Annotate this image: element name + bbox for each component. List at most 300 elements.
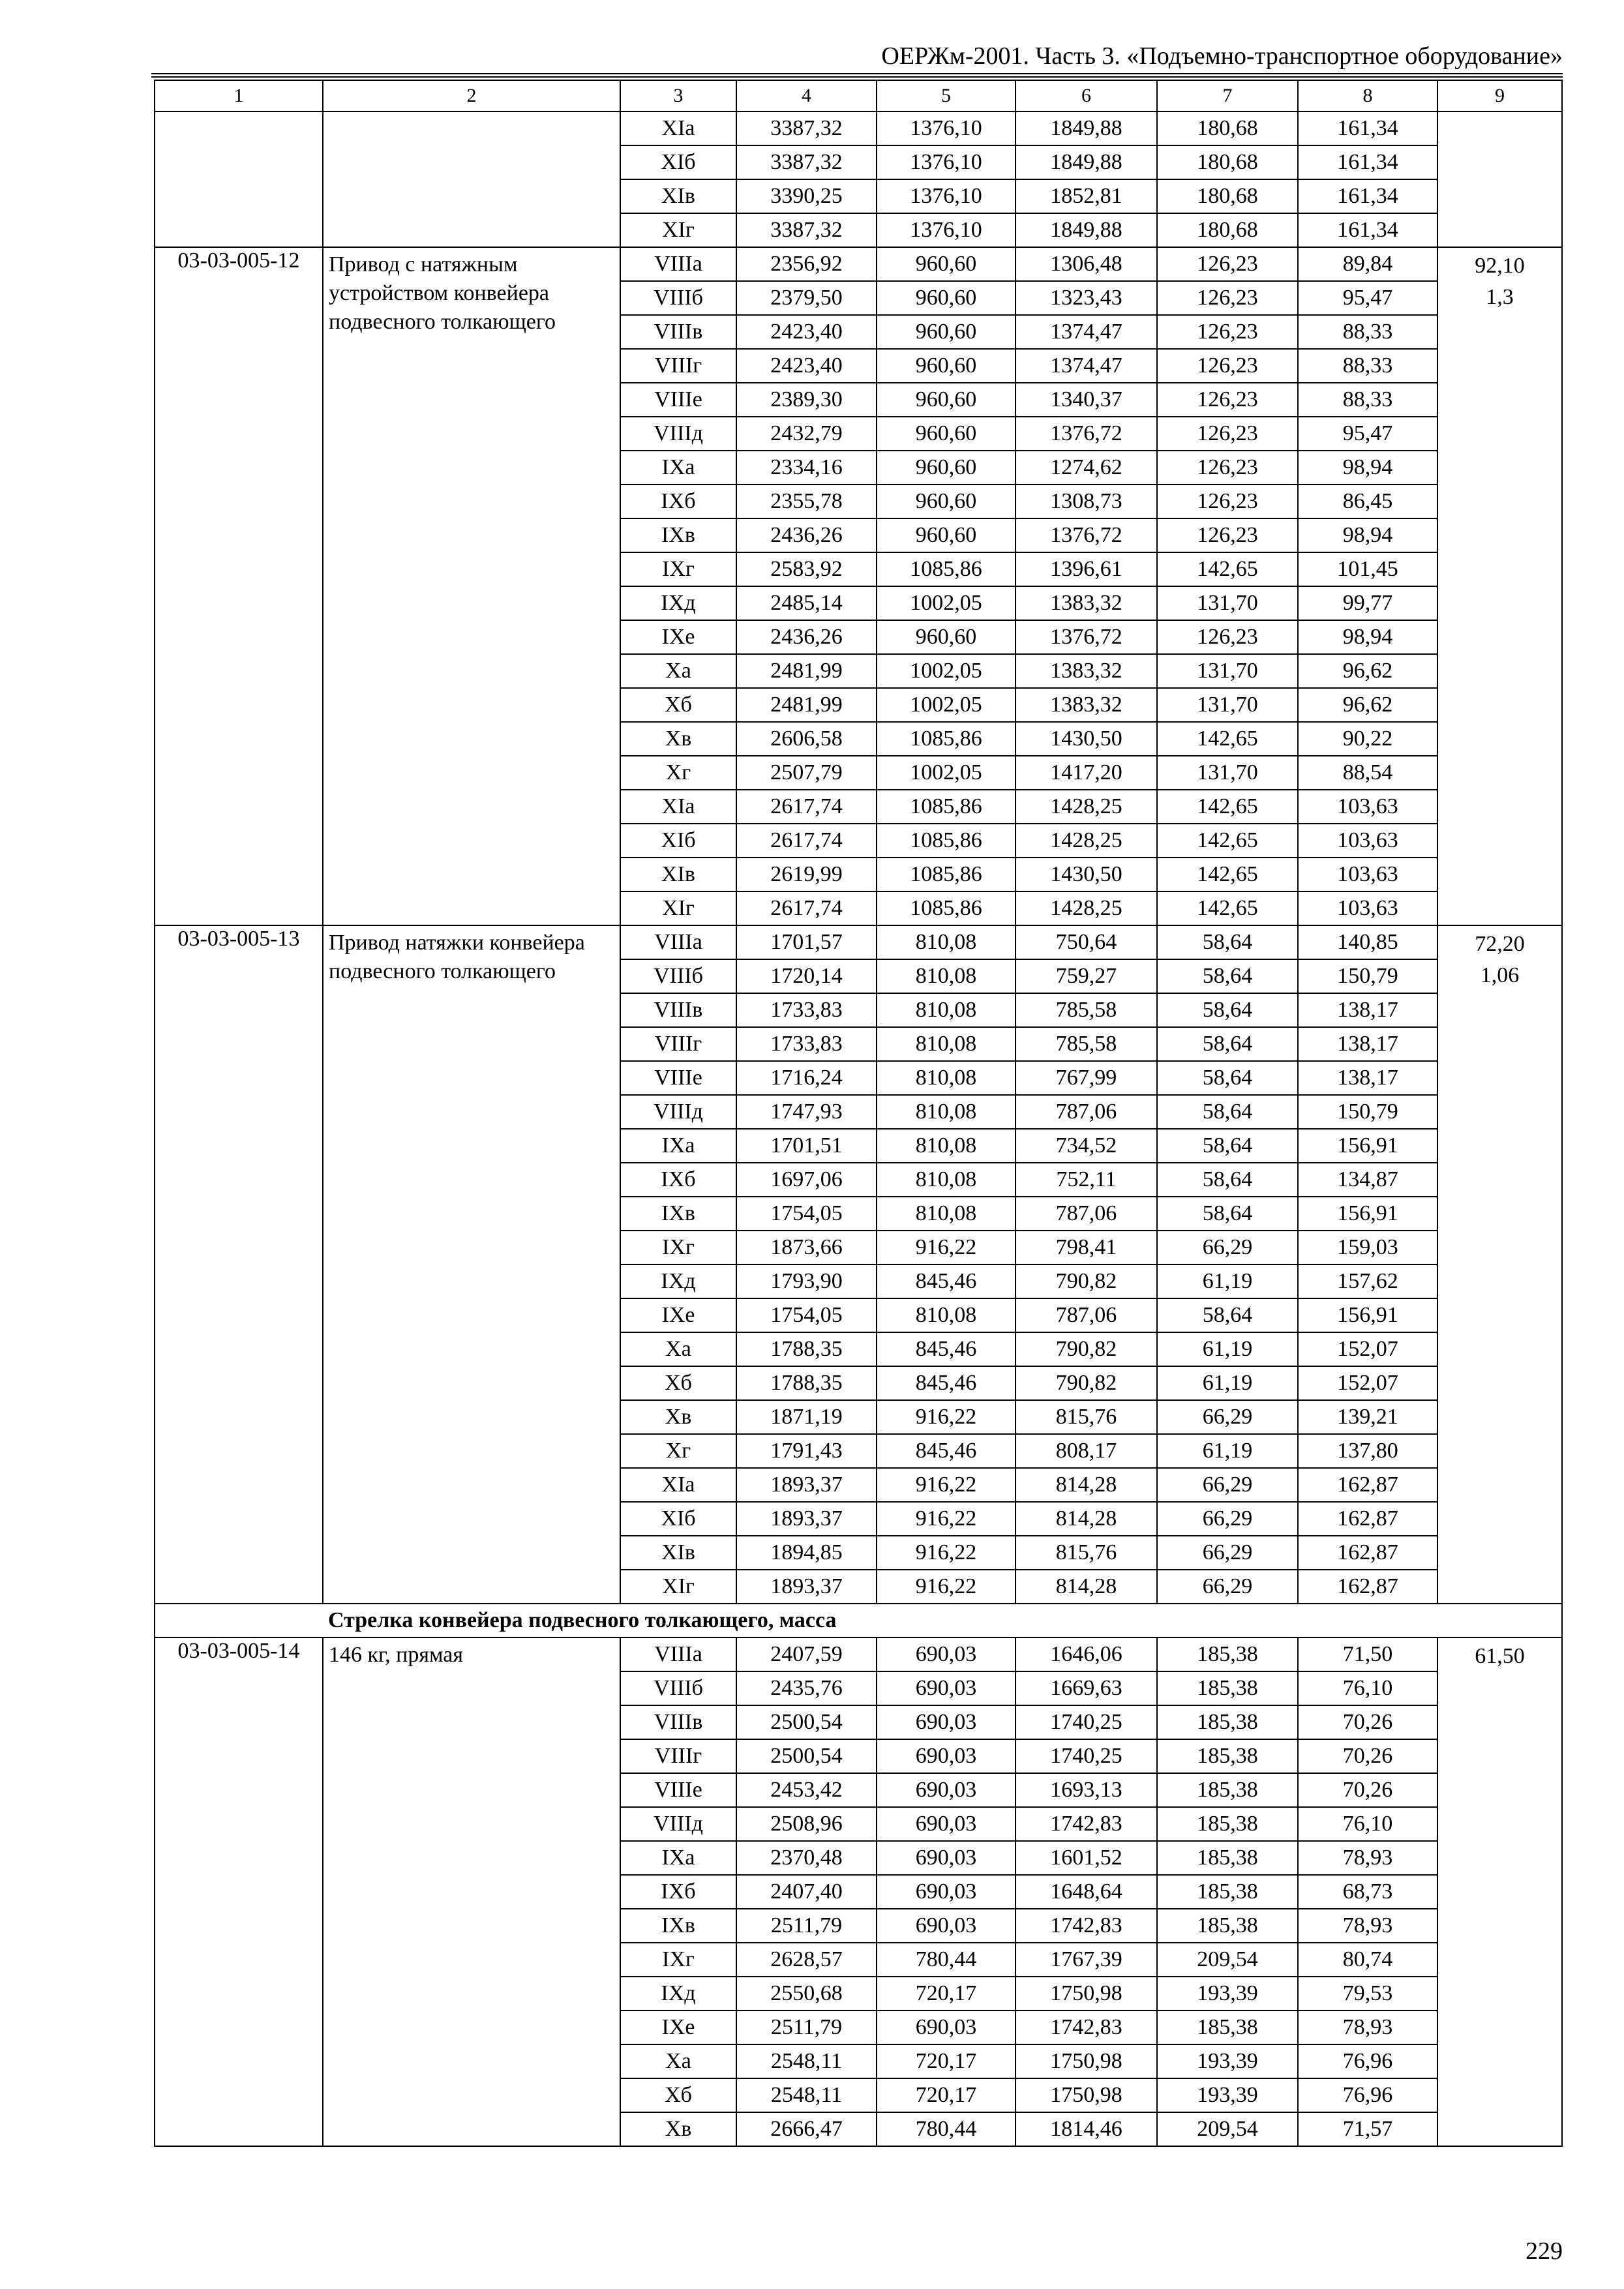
labor-cost-cell: 1002,05	[877, 586, 1015, 620]
total-cost-cell: 1720,14	[736, 959, 877, 993]
unit-value: 1,06	[1480, 963, 1520, 987]
material-cost-cell: 152,07	[1298, 1366, 1437, 1400]
variant-cell: Xг	[620, 756, 736, 790]
variant-cell: IXб	[620, 1875, 736, 1909]
machine-cost-cell: 787,06	[1015, 1298, 1157, 1332]
labor-cost-cell: 1376,10	[877, 179, 1015, 213]
column-number: 3	[620, 80, 736, 112]
operator-wage-cell: 126,23	[1157, 383, 1298, 417]
machine-cost-cell: 1376,72	[1015, 417, 1157, 451]
total-cost-cell: 2407,59	[736, 1638, 877, 1671]
machine-cost-cell: 1648,64	[1015, 1875, 1157, 1909]
machine-cost-cell: 798,41	[1015, 1231, 1157, 1264]
material-cost-cell: 156,91	[1298, 1298, 1437, 1332]
labor-cost-cell: 1376,10	[877, 145, 1015, 179]
labor-cost-cell: 810,08	[877, 1163, 1015, 1197]
material-cost-cell: 88,33	[1298, 349, 1437, 383]
total-cost-cell: 2407,40	[736, 1875, 877, 1909]
operator-wage-cell: 142,65	[1157, 858, 1298, 891]
variant-cell: VIIIг	[620, 349, 736, 383]
machine-cost-cell: 1430,50	[1015, 858, 1157, 891]
labor-cost-cell: 690,03	[877, 1841, 1015, 1875]
total-cost-cell: 2500,54	[736, 1705, 877, 1739]
variant-cell: Xб	[620, 1366, 736, 1400]
machine-cost-cell: 1274,62	[1015, 451, 1157, 485]
machine-cost-cell: 1383,32	[1015, 586, 1157, 620]
name-cell: Привод с натяжным устройством конвейера подвесного толкающего	[323, 247, 620, 925]
variant-cell: VIIIa	[620, 247, 736, 281]
material-cost-cell: 103,63	[1298, 891, 1437, 925]
operator-wage-cell: 66,29	[1157, 1231, 1298, 1264]
labor-cost-cell: 780,44	[877, 2112, 1015, 2146]
operator-wage-cell: 58,64	[1157, 1197, 1298, 1231]
rates-table	[154, 80, 1563, 2147]
labor-cost-cell: 690,03	[877, 1909, 1015, 1943]
operator-wage-cell: 58,64	[1157, 1163, 1298, 1197]
total-cost-cell: 2511,79	[736, 1909, 877, 1943]
material-cost-cell: 96,62	[1298, 688, 1437, 722]
labor-cost-cell: 960,60	[877, 620, 1015, 654]
total-cost-cell: 2606,58	[736, 722, 877, 756]
material-cost-cell: 162,87	[1298, 1502, 1437, 1536]
column-number: 1	[155, 80, 323, 112]
material-cost-cell: 76,96	[1298, 2044, 1437, 2078]
machine-cost-cell: 1374,47	[1015, 315, 1157, 349]
machine-cost-cell: 790,82	[1015, 1332, 1157, 1366]
material-cost-cell: 70,26	[1298, 1705, 1437, 1739]
total-cost-cell: 2500,54	[736, 1739, 877, 1773]
machine-cost-cell: 1742,83	[1015, 2011, 1157, 2044]
material-cost-cell: 70,26	[1298, 1739, 1437, 1773]
total-cost-cell: 1893,37	[736, 1468, 877, 1502]
machine-cost-cell: 734,52	[1015, 1129, 1157, 1163]
labor-cost-cell: 810,08	[877, 1027, 1015, 1061]
labor-cost-cell: 780,44	[877, 1943, 1015, 1977]
variant-cell: IXв	[620, 518, 736, 552]
machine-cost-cell: 1383,32	[1015, 654, 1157, 688]
labor-cost-cell: 916,22	[877, 1400, 1015, 1434]
total-cost-cell: 1871,19	[736, 1400, 877, 1434]
total-cost-cell: 3387,32	[736, 112, 877, 145]
header-rule	[151, 76, 1563, 78]
variant-cell: VIIIд	[620, 1095, 736, 1129]
labor-cost-cell: 960,60	[877, 417, 1015, 451]
total-cost-cell: 2423,40	[736, 349, 877, 383]
material-cost-cell: 76,96	[1298, 2078, 1437, 2112]
operator-wage-cell: 61,19	[1157, 1366, 1298, 1400]
total-cost-cell: 1893,37	[736, 1502, 877, 1536]
section-spacer	[155, 1604, 323, 1638]
total-cost-cell: 2481,99	[736, 688, 877, 722]
labor-cost-cell: 810,08	[877, 1061, 1015, 1095]
machine-cost-cell: 815,76	[1015, 1536, 1157, 1570]
material-cost-cell: 156,91	[1298, 1197, 1437, 1231]
labor-cost-cell: 810,08	[877, 925, 1015, 959]
labor-cost-cell: 960,60	[877, 518, 1015, 552]
operator-wage-cell: 185,38	[1157, 1841, 1298, 1875]
operator-wage-cell: 142,65	[1157, 722, 1298, 756]
total-cost-cell: 2548,11	[736, 2078, 877, 2112]
labor-cost-cell: 1085,86	[877, 552, 1015, 586]
variant-cell: IXa	[620, 451, 736, 485]
operator-wage-cell: 58,64	[1157, 1298, 1298, 1332]
variant-cell: IXб	[620, 1163, 736, 1197]
machine-cost-cell: 787,06	[1015, 1095, 1157, 1129]
variant-cell: VIIIв	[620, 315, 736, 349]
machine-cost-cell: 1428,25	[1015, 790, 1157, 824]
labor-cost-cell: 720,17	[877, 2044, 1015, 2078]
labor-cost-cell: 1002,05	[877, 688, 1015, 722]
machine-cost-cell: 1374,47	[1015, 349, 1157, 383]
labor-cost-cell: 690,03	[877, 1705, 1015, 1739]
total-cost-cell: 1754,05	[736, 1197, 877, 1231]
labor-cost-cell: 720,17	[877, 1977, 1015, 2011]
variant-cell: XIг	[620, 1570, 736, 1604]
material-cost-cell: 98,94	[1298, 451, 1437, 485]
material-cost-cell: 159,03	[1298, 1231, 1437, 1264]
labor-cost-cell: 1085,86	[877, 858, 1015, 891]
unit-cell	[1437, 112, 1562, 247]
column-number: 6	[1015, 80, 1157, 112]
total-cost-cell: 1873,66	[736, 1231, 877, 1264]
code-cell: 03-03-005-14	[155, 1638, 323, 2146]
variant-cell: IXг	[620, 1231, 736, 1264]
machine-cost-cell: 808,17	[1015, 1434, 1157, 1468]
machine-cost-cell: 1646,06	[1015, 1638, 1157, 1671]
machine-cost-cell: 1308,73	[1015, 485, 1157, 518]
material-cost-cell: 138,17	[1298, 993, 1437, 1027]
material-cost-cell: 88,33	[1298, 315, 1437, 349]
total-cost-cell: 1697,06	[736, 1163, 877, 1197]
variant-cell: VIIIд	[620, 417, 736, 451]
operator-wage-cell: 131,70	[1157, 756, 1298, 790]
operator-wage-cell: 180,68	[1157, 145, 1298, 179]
labor-cost-cell: 1085,86	[877, 891, 1015, 925]
variant-cell: XIб	[620, 824, 736, 858]
operator-wage-cell: 61,19	[1157, 1264, 1298, 1298]
total-cost-cell: 2507,79	[736, 756, 877, 790]
machine-cost-cell: 1417,20	[1015, 756, 1157, 790]
labor-cost-cell: 810,08	[877, 1298, 1015, 1332]
labor-cost-cell: 845,46	[877, 1366, 1015, 1400]
material-cost-cell: 89,84	[1298, 247, 1437, 281]
total-cost-cell: 1788,35	[736, 1332, 877, 1366]
total-cost-cell: 2356,92	[736, 247, 877, 281]
material-cost-cell: 162,87	[1298, 1468, 1437, 1502]
machine-cost-cell: 1849,88	[1015, 213, 1157, 247]
variant-cell: XIв	[620, 179, 736, 213]
operator-wage-cell: 185,38	[1157, 1705, 1298, 1739]
machine-cost-cell: 790,82	[1015, 1264, 1157, 1298]
machine-cost-cell: 1340,37	[1015, 383, 1157, 417]
operator-wage-cell: 58,64	[1157, 1129, 1298, 1163]
machine-cost-cell: 785,58	[1015, 993, 1157, 1027]
variant-cell: VIIIв	[620, 993, 736, 1027]
total-cost-cell: 2485,14	[736, 586, 877, 620]
operator-wage-cell: 185,38	[1157, 2011, 1298, 2044]
operator-wage-cell: 126,23	[1157, 349, 1298, 383]
total-cost-cell: 3390,25	[736, 179, 877, 213]
variant-cell: Xв	[620, 1400, 736, 1434]
material-cost-cell: 80,74	[1298, 1943, 1437, 1977]
variant-cell: IXд	[620, 586, 736, 620]
machine-cost-cell: 1852,81	[1015, 179, 1157, 213]
total-cost-cell: 2435,76	[736, 1671, 877, 1705]
operator-wage-cell: 185,38	[1157, 1739, 1298, 1773]
total-cost-cell: 2370,48	[736, 1841, 877, 1875]
operator-wage-cell: 193,39	[1157, 1977, 1298, 2011]
machine-cost-cell: 1767,39	[1015, 1943, 1157, 1977]
material-cost-cell: 152,07	[1298, 1332, 1437, 1366]
material-cost-cell: 138,17	[1298, 1027, 1437, 1061]
total-cost-cell: 2334,16	[736, 451, 877, 485]
operator-wage-cell: 58,64	[1157, 925, 1298, 959]
total-cost-cell: 2617,74	[736, 790, 877, 824]
labor-cost-cell: 960,60	[877, 349, 1015, 383]
machine-cost-cell: 752,11	[1015, 1163, 1157, 1197]
material-cost-cell: 88,54	[1298, 756, 1437, 790]
operator-wage-cell: 142,65	[1157, 790, 1298, 824]
total-cost-cell: 2628,57	[736, 1943, 877, 1977]
material-cost-cell: 150,79	[1298, 959, 1437, 993]
machine-cost-cell: 1601,52	[1015, 1841, 1157, 1875]
operator-wage-cell: 126,23	[1157, 281, 1298, 315]
variant-cell: Xб	[620, 688, 736, 722]
variant-cell: Xa	[620, 2044, 736, 2078]
total-cost-cell: 2508,96	[736, 1807, 877, 1841]
material-cost-cell: 96,62	[1298, 654, 1437, 688]
material-cost-cell: 70,26	[1298, 1773, 1437, 1807]
operator-wage-cell: 180,68	[1157, 112, 1298, 145]
operator-wage-cell: 142,65	[1157, 552, 1298, 586]
operator-wage-cell: 58,64	[1157, 1095, 1298, 1129]
variant-cell: IXa	[620, 1841, 736, 1875]
machine-cost-cell: 1849,88	[1015, 145, 1157, 179]
machine-cost-cell: 1430,50	[1015, 722, 1157, 756]
total-cost-cell: 1716,24	[736, 1061, 877, 1095]
operator-wage-cell: 131,70	[1157, 654, 1298, 688]
variant-cell: IXe	[620, 620, 736, 654]
table-row	[155, 1638, 1562, 1671]
material-cost-cell: 90,22	[1298, 722, 1437, 756]
labor-cost-cell: 690,03	[877, 1807, 1015, 1841]
material-cost-cell: 76,10	[1298, 1671, 1437, 1705]
variant-cell: Xa	[620, 1332, 736, 1366]
variant-cell: XIa	[620, 1468, 736, 1502]
variant-cell: Xб	[620, 2078, 736, 2112]
variant-cell: XIг	[620, 213, 736, 247]
section-heading-row	[155, 1604, 1562, 1638]
operator-wage-cell: 193,39	[1157, 2078, 1298, 2112]
machine-cost-cell: 1428,25	[1015, 824, 1157, 858]
variant-cell: IXд	[620, 1264, 736, 1298]
total-cost-cell: 2423,40	[736, 315, 877, 349]
labor-cost-cell: 810,08	[877, 1129, 1015, 1163]
name-cell: Привод натяжки конвейера подвесного толкающего	[323, 925, 620, 1604]
table-row	[155, 112, 1562, 145]
labor-cost-cell: 690,03	[877, 1671, 1015, 1705]
column-number: 8	[1298, 80, 1437, 112]
variant-cell: VIIIб	[620, 281, 736, 315]
operator-wage-cell: 126,23	[1157, 417, 1298, 451]
machine-cost-cell: 814,28	[1015, 1502, 1157, 1536]
code-cell	[155, 112, 323, 247]
total-cost-cell: 2666,47	[736, 2112, 877, 2146]
material-cost-cell: 103,63	[1298, 824, 1437, 858]
total-cost-cell: 2548,11	[736, 2044, 877, 2078]
machine-cost-cell: 1428,25	[1015, 891, 1157, 925]
material-cost-cell: 88,33	[1298, 383, 1437, 417]
material-cost-cell: 78,93	[1298, 1841, 1437, 1875]
material-cost-cell: 71,57	[1298, 2112, 1437, 2146]
variant-cell: IXг	[620, 1943, 736, 1977]
total-cost-cell: 1788,35	[736, 1366, 877, 1400]
material-cost-cell: 138,17	[1298, 1061, 1437, 1095]
variant-cell: VIIIб	[620, 959, 736, 993]
material-cost-cell: 95,47	[1298, 417, 1437, 451]
labor-cost-cell: 720,17	[877, 2078, 1015, 2112]
material-cost-cell: 161,34	[1298, 112, 1437, 145]
material-cost-cell: 103,63	[1298, 790, 1437, 824]
variant-cell: Xг	[620, 1434, 736, 1468]
operator-wage-cell: 58,64	[1157, 1027, 1298, 1061]
machine-cost-cell: 1383,32	[1015, 688, 1157, 722]
labor-cost-cell: 1085,86	[877, 824, 1015, 858]
operator-wage-cell: 126,23	[1157, 247, 1298, 281]
labor-cost-cell: 1085,86	[877, 790, 1015, 824]
name-cell	[323, 112, 620, 247]
material-cost-cell: 76,10	[1298, 1807, 1437, 1841]
variant-cell: IXв	[620, 1909, 736, 1943]
total-cost-cell: 1754,05	[736, 1298, 877, 1332]
labor-cost-cell: 690,03	[877, 1739, 1015, 1773]
machine-cost-cell: 1742,83	[1015, 1909, 1157, 1943]
material-cost-cell: 157,62	[1298, 1264, 1437, 1298]
material-cost-cell: 161,34	[1298, 213, 1437, 247]
total-cost-cell: 3387,32	[736, 213, 877, 247]
operator-wage-cell: 185,38	[1157, 1638, 1298, 1671]
column-number-row	[155, 80, 1562, 112]
machine-cost-cell: 767,99	[1015, 1061, 1157, 1095]
total-cost-cell: 2432,79	[736, 417, 877, 451]
material-cost-cell: 140,85	[1298, 925, 1437, 959]
operator-wage-cell: 185,38	[1157, 1807, 1298, 1841]
operator-wage-cell: 66,29	[1157, 1400, 1298, 1434]
variant-cell: VIIIe	[620, 383, 736, 417]
machine-cost-cell: 785,58	[1015, 1027, 1157, 1061]
labor-cost-cell: 690,03	[877, 1638, 1015, 1671]
operator-wage-cell: 58,64	[1157, 993, 1298, 1027]
total-cost-cell: 2436,26	[736, 620, 877, 654]
material-cost-cell: 71,50	[1298, 1638, 1437, 1671]
variant-cell: XIб	[620, 145, 736, 179]
variant-cell: IXв	[620, 1197, 736, 1231]
machine-cost-cell: 814,28	[1015, 1468, 1157, 1502]
labor-cost-cell: 845,46	[877, 1434, 1015, 1468]
table-body	[155, 80, 1562, 2146]
machine-cost-cell: 814,28	[1015, 1570, 1157, 1604]
variant-cell: IXe	[620, 2011, 736, 2044]
column-number: 2	[323, 80, 620, 112]
operator-wage-cell: 209,54	[1157, 1943, 1298, 1977]
variant-cell: VIIIв	[620, 1705, 736, 1739]
name-cell: 146 кг, прямая	[323, 1638, 620, 2146]
labor-cost-cell: 1002,05	[877, 654, 1015, 688]
machine-cost-cell: 1376,72	[1015, 620, 1157, 654]
operator-wage-cell: 126,23	[1157, 518, 1298, 552]
operator-wage-cell: 142,65	[1157, 891, 1298, 925]
labor-cost-cell: 845,46	[877, 1332, 1015, 1366]
labor-cost-cell: 845,46	[877, 1264, 1015, 1298]
total-cost-cell: 2511,79	[736, 2011, 877, 2044]
labor-cost-cell: 690,03	[877, 1773, 1015, 1807]
machine-cost-cell: 1693,13	[1015, 1773, 1157, 1807]
machine-cost-cell: 1323,43	[1015, 281, 1157, 315]
material-cost-cell: 99,77	[1298, 586, 1437, 620]
labor-cost-cell: 916,22	[877, 1502, 1015, 1536]
operator-wage-cell: 185,38	[1157, 1875, 1298, 1909]
operator-wage-cell: 131,70	[1157, 586, 1298, 620]
machine-cost-cell: 759,27	[1015, 959, 1157, 993]
material-cost-cell: 162,87	[1298, 1570, 1437, 1604]
total-cost-cell: 2355,78	[736, 485, 877, 518]
total-cost-cell: 2481,99	[736, 654, 877, 688]
operator-wage-cell: 180,68	[1157, 213, 1298, 247]
machine-cost-cell: 1376,72	[1015, 518, 1157, 552]
page-number: 229	[1526, 2237, 1563, 2265]
operator-wage-cell: 58,64	[1157, 1061, 1298, 1095]
variant-cell: XIг	[620, 891, 736, 925]
total-cost-cell: 2550,68	[736, 1977, 877, 2011]
code-cell: 03-03-005-13	[155, 925, 323, 1604]
variant-cell: XIa	[620, 112, 736, 145]
material-cost-cell: 150,79	[1298, 1095, 1437, 1129]
material-cost-cell: 98,94	[1298, 518, 1437, 552]
operator-wage-cell: 209,54	[1157, 2112, 1298, 2146]
operator-wage-cell: 61,19	[1157, 1434, 1298, 1468]
unit-value: 92,10	[1475, 254, 1525, 278]
column-number: 4	[736, 80, 877, 112]
labor-cost-cell: 960,60	[877, 451, 1015, 485]
labor-cost-cell: 960,60	[877, 315, 1015, 349]
unit-value: 72,20	[1475, 932, 1525, 956]
labor-cost-cell: 810,08	[877, 959, 1015, 993]
operator-wage-cell: 66,29	[1157, 1536, 1298, 1570]
machine-cost-cell: 790,82	[1015, 1366, 1157, 1400]
total-cost-cell: 1893,37	[736, 1570, 877, 1604]
variant-cell: XIб	[620, 1502, 736, 1536]
unit-cell	[1437, 247, 1562, 925]
labor-cost-cell: 916,22	[877, 1570, 1015, 1604]
total-cost-cell: 1747,93	[736, 1095, 877, 1129]
material-cost-cell: 134,87	[1298, 1163, 1437, 1197]
total-cost-cell: 2619,99	[736, 858, 877, 891]
machine-cost-cell: 815,76	[1015, 1400, 1157, 1434]
section-heading: Стрелка конвейера подвесного толкающего, масса	[323, 1604, 1562, 1638]
operator-wage-cell: 61,19	[1157, 1332, 1298, 1366]
variant-cell: VIIIe	[620, 1773, 736, 1807]
column-number: 5	[877, 80, 1015, 112]
machine-cost-cell: 1740,25	[1015, 1739, 1157, 1773]
running-header: ОЕРЖм-2001. Часть 3. «Подъемно-транспортное оборудование»	[881, 42, 1563, 70]
variant-cell: XIв	[620, 858, 736, 891]
variant-cell: VIIIг	[620, 1739, 736, 1773]
column-number: 9	[1437, 80, 1562, 112]
variant-cell: VIIIa	[620, 1638, 736, 1671]
variant-cell: VIIIe	[620, 1061, 736, 1095]
total-cost-cell: 2583,92	[736, 552, 877, 586]
total-cost-cell: 2389,30	[736, 383, 877, 417]
